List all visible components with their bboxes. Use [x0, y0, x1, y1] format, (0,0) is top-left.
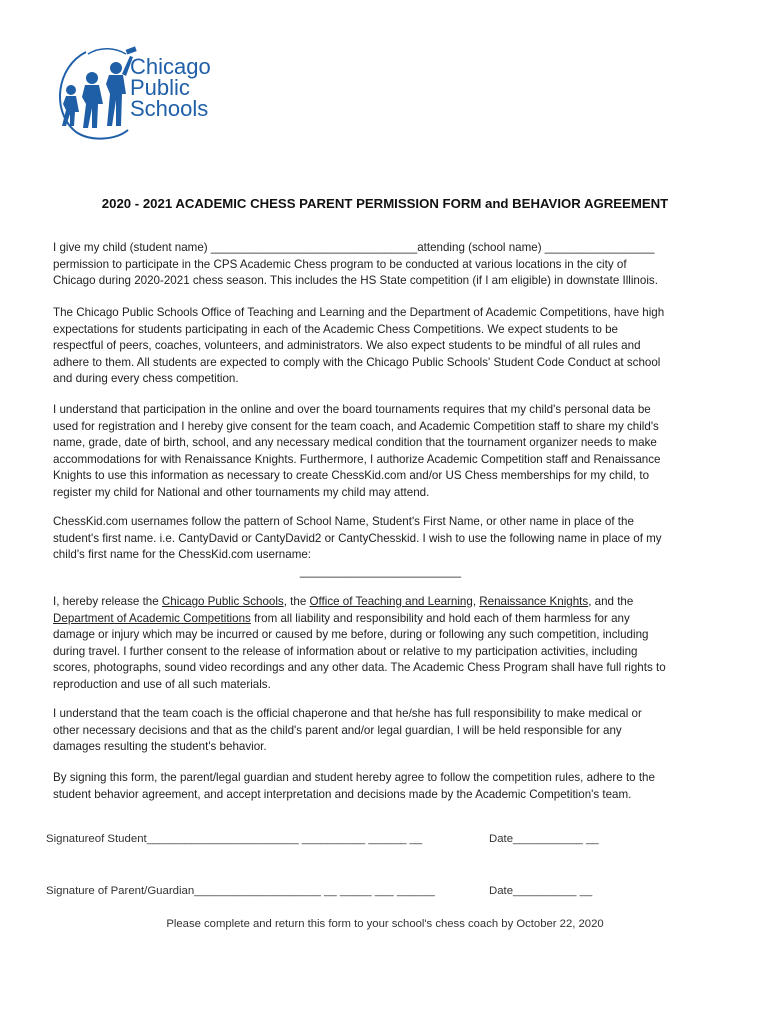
paragraph-data-consent: [53, 402, 728, 501]
paragraph-line: expectations for students participating in each of the Academic Chess Competitions. We expect students to be: [53, 322, 618, 336]
paragraph-line: adhere to them. All students are expected to comply with the Chicago Public Schools' Student Code Conduct at school: [53, 355, 661, 369]
logo-wordmark: [130, 56, 211, 119]
parent-signature-field[interactable]: Signature of Parent/Guardian____________________ __ _____ ___ ______: [46, 885, 435, 897]
release-text: from all liability and responsibility and hold each of them harmless for any: [250, 611, 630, 625]
paragraph-line: child's first name for the ChessKid.com username:: [53, 548, 312, 561]
paragraph-line: student behavior agreement, and accept interpretation and decisions made by the Academic Competition's team.: [53, 787, 632, 801]
paragraph-line: register my child for National and other tournaments my child may attend.: [53, 485, 430, 499]
release-text: I, hereby release the: [53, 595, 162, 608]
paragraph-line: during travel. I further consent to the release of information about or relative to my participation activities, including: [53, 644, 638, 658]
paragraph-line: The Chicago Public Schools Office of Teaching and Learning and the Department of Academic Competitions, have high: [53, 306, 665, 319]
logo-line-chicago: Chicago: [130, 54, 211, 79]
paragraph-line: accommodations for with Renaissance Knights. Furthermore, I authorize Academic Competition staff and Renaissance: [53, 452, 661, 466]
logo-line-public: Public: [130, 75, 190, 100]
paragraph-line: By signing this form, the parent/legal guardian and student hereby agree to follow the competition rules, adhere to the: [53, 771, 655, 784]
paragraph-line: scores, photographs, sound video recordings and any other data. The Academic Chess Program shall have full rights to: [53, 661, 666, 674]
username-blank-line[interactable]: _________________________: [299, 564, 462, 578]
paragraph-line: damage or injury which may be incurred or caused by me before, during or following any such competition, including: [53, 628, 649, 641]
return-instructions: Please complete and return this form to your school's chess coach by October 22, 2020: [166, 918, 604, 930]
release-text: , the: [283, 595, 310, 608]
paragraph-line: permission to participate in the CPS Academic Chess program to be conducted at various locations in the city of: [53, 257, 627, 271]
parent-date-field[interactable]: Date__________ __: [489, 885, 593, 897]
paragraph-line: and during every chess competition.: [53, 372, 239, 385]
paragraph-line: I understand that participation in the online and over the board tournaments requires that my child's personal data be: [53, 403, 651, 416]
paragraph-line: ChessKid.com usernames follow the pattern of School Name, Student's First Name, or other name in place of the: [53, 515, 634, 528]
paragraph-expectations: [53, 305, 728, 388]
link-renaissance-knights[interactable]: Renaissance Knights: [479, 595, 589, 608]
link-chicago-public-schools[interactable]: Chicago Public Schools: [161, 595, 284, 608]
form-title: 2020 - 2021 ACADEMIC CHESS PARENT PERMISSION FORM and BEHAVIOR AGREEMENT: [101, 196, 669, 211]
paragraph-line: used for registration and I hereby give consent for the team coach, and Academic Competition staff to share my child's: [53, 419, 659, 433]
paragraph-release: [53, 594, 728, 693]
paragraph-chaperone: [53, 706, 728, 756]
paragraph-line: damages resulting the student's behavior.: [53, 740, 267, 753]
link-office-teaching-learning[interactable]: Office of Teaching and Learning: [309, 595, 473, 608]
student-date-field[interactable]: Date___________ __: [489, 833, 599, 845]
paragraph-chesskid-username: [53, 514, 728, 580]
release-text: ,: [472, 595, 480, 608]
link-department-academic-competitions[interactable]: Department of Academic Competitions: [53, 611, 251, 625]
paragraph-line: student's first name. i.e. CantyDavid or CantyDavid2 or CantyChesskid. I wish to use the following name in place of my: [53, 531, 662, 545]
paragraph-line: Knights to use this information as necessary to create ChessKid.com and/or US Chess memberships for my child, to: [53, 469, 650, 482]
paragraph-permission: [53, 240, 728, 290]
logo-line-schools: Schools: [130, 96, 209, 121]
student-signature-field[interactable]: Signatureof Student________________________ __________ ______ __: [46, 833, 423, 845]
paragraph-line: I give my child (student name) ________________________________attending (school name) _________________: [53, 241, 655, 254]
paragraph-line: I understand that the team coach is the official chaperone and that he/she has full responsibility to make medical or: [53, 707, 642, 720]
paragraph-agreement: [53, 770, 728, 803]
release-text: , and the: [588, 595, 634, 608]
paragraph-line: other necessary decisions and that as the child's parent and/or legal guardian, I will be held responsible for any: [53, 723, 622, 737]
paragraph-line: reproduction and use of all such materials.: [53, 677, 271, 691]
paragraph-line: name, grade, date of birth, school, and any necessary medical condition that the tournament organizer needs to make: [53, 436, 657, 449]
paragraph-line: Chicago during 2020-2021 chess season. This includes the HS State competition (if I am eligible) in downstate Illinois.: [53, 274, 658, 287]
paragraph-line: respectful of peers, coaches, volunteers, and administrators. We also expect students to be mindful of all rules and: [53, 339, 641, 352]
